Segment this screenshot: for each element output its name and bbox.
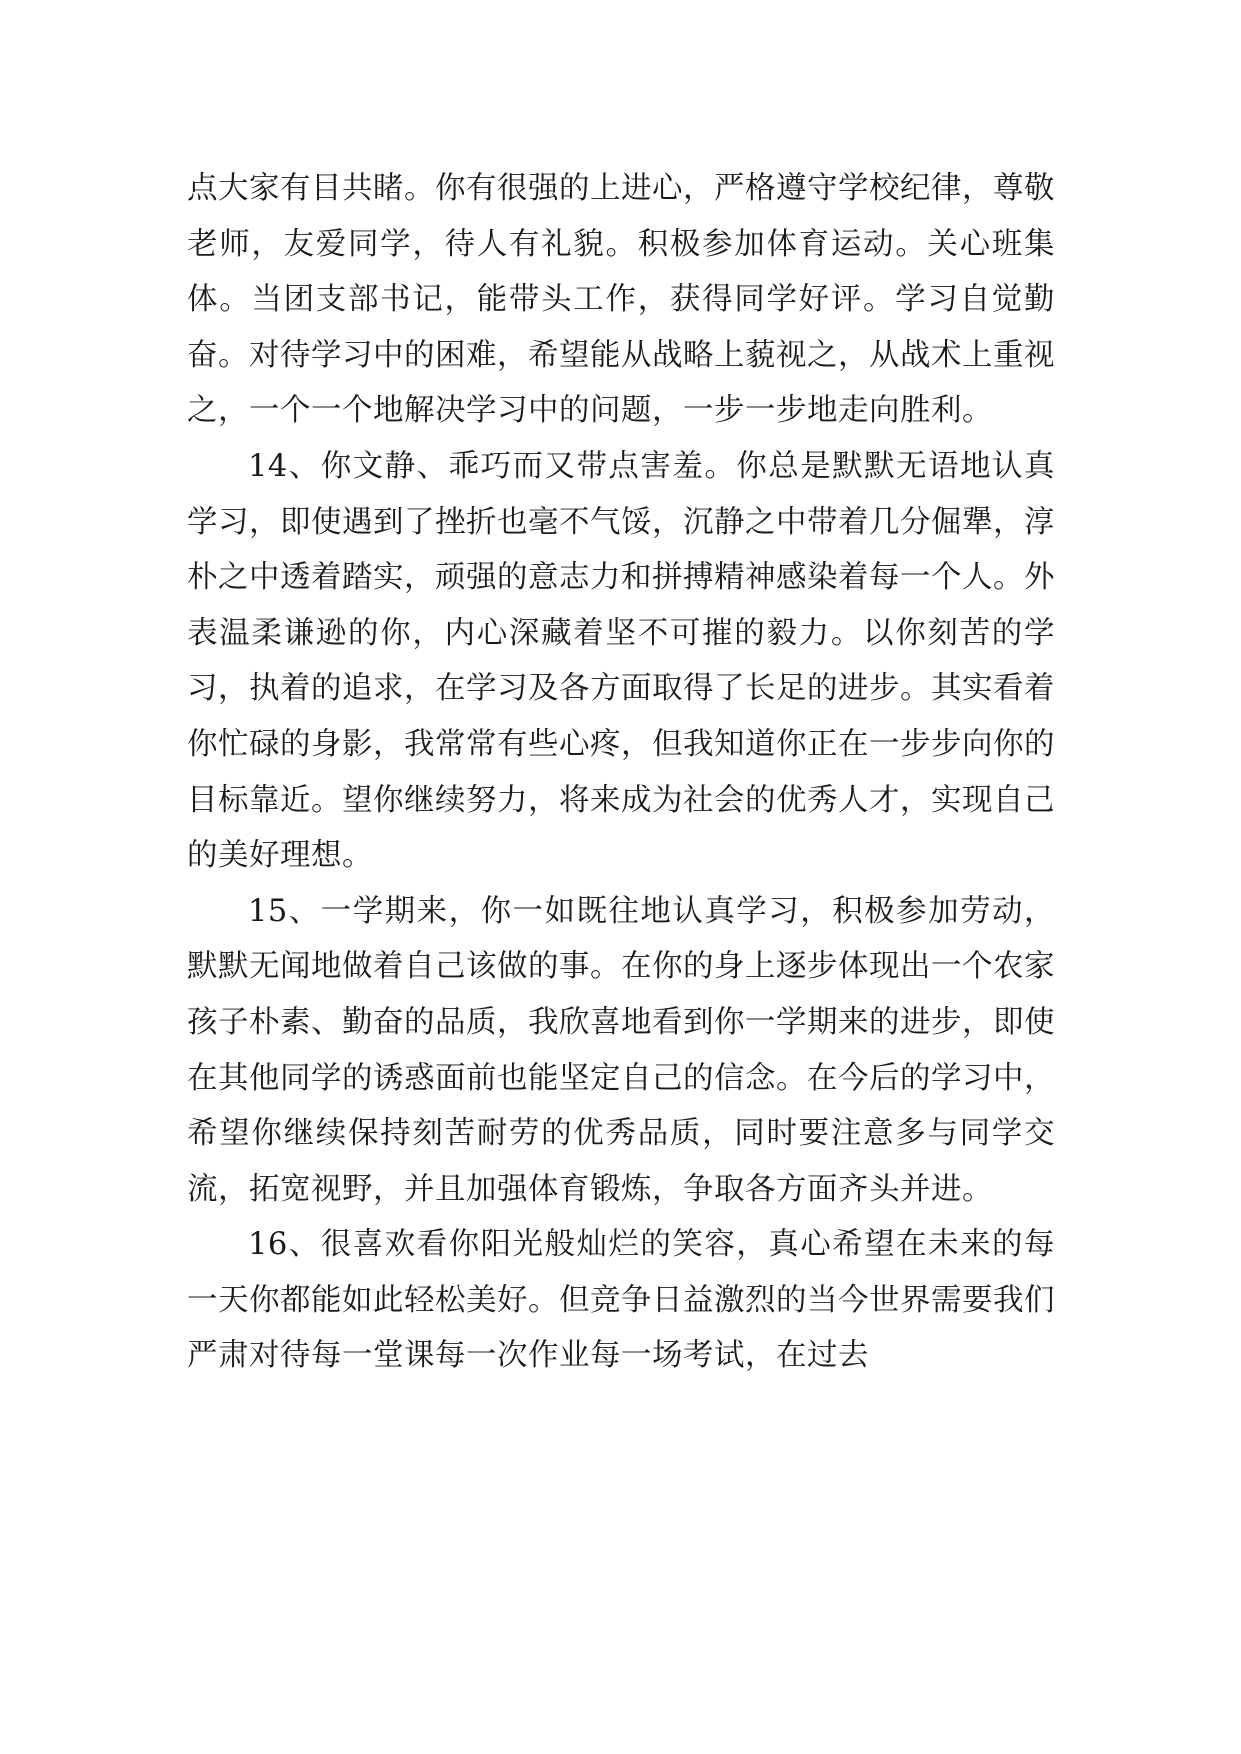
body-text: [187, 161, 1055, 1384]
paragraph-comment-15: 15、一学期来，你一如既往地认真学习，积极参加劳动，默默无闻地做着自己该做的事。在你的身上逐步体现出一个农家孩子朴素、勤奋的品质，我欣喜地看到你一学期来的进步，即使在其他同学的诱惑面前也能坚定自己的信念。在今后的学习中，希望你继续保持刻苦耐劳的优秀品质，同时要注意多与同学交流，拓宽视野，并且加强体育锻炼，争取各方面齐头并进。: [187, 893, 1055, 1207]
paragraph-continuation: 点大家有目共睹。你有很强的上进心，严格遵守学校纪律，尊敬老师，友爱同学，待人有礼貌。积极参加体育运动。关心班集体。当团支部书记，能带头工作，获得同学好评。学习自觉勤奋。对待学习中的困难，希望能从战略上藐视之，从战术上重视之，一个一个地解决学习中的问题，一步一步地走向胜利。: [187, 171, 1055, 429]
paragraph-comment-16: 16、很喜欢看你阳光般灿烂的笑容，真心希望在未来的每一天你都能如此轻松美好。但竞争日益激烈的当今世界需要我们严肃对待每一堂课每一次作业每一场考试，在过去: [187, 1227, 1055, 1374]
paragraph-comment-14: 14、你文静、乖巧而又带点害羞。你总是默默无语地认真学习，即使遇到了挫折也毫不气馁，沉静之中带着几分倔犟，淳朴之中透着踏实，顽强的意志力和拼搏精神感染着每一个人。外表温柔谦逊的你，内心深藏着坚不可摧的毅力。以你刻苦的学习，执着的追求，在学习及各方面取得了长足的进步。其实看着你忙碌的身影，我常常有些心疼，但我知道你正在一步步向你的目标靠近。望你继续努力，将来成为社会的优秀人才，实现自己的美好理想。: [187, 448, 1055, 874]
